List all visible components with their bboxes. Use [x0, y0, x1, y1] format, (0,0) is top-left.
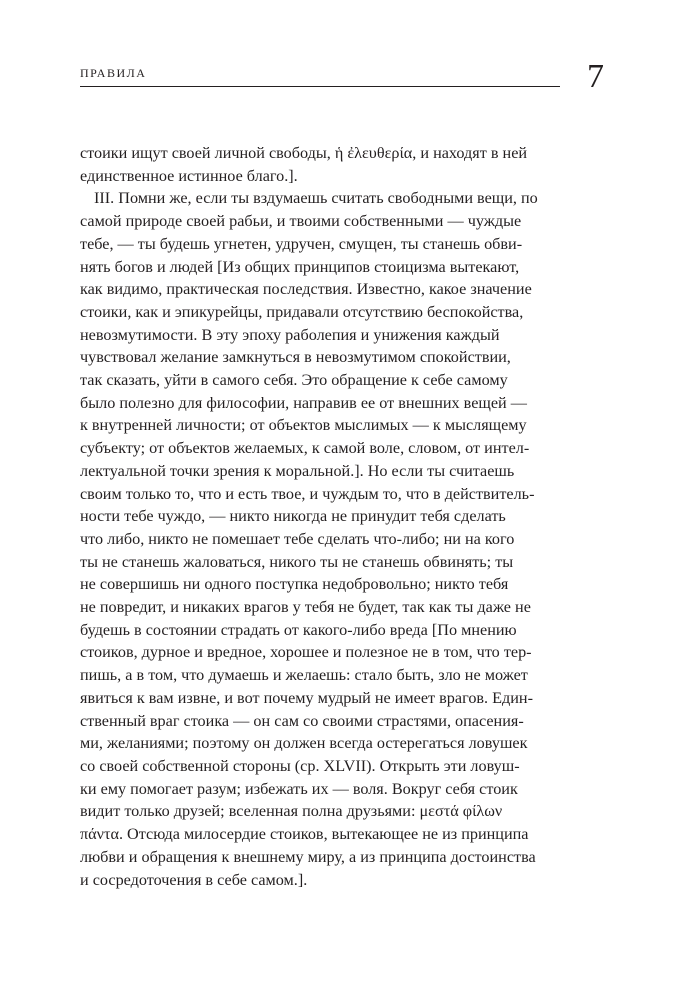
text-line: не повредит, и никаких врагов у тебя не будет, так как ты даже не [80, 598, 531, 617]
text-line: субъекту; от объектов желаемых, к самой воле, словом, от интел- [80, 439, 530, 458]
text-line: стоиков, дурное и вредное, хорошее и полезное не в том, что тер- [80, 643, 532, 662]
text-line: своим только то, что и есть твое, и чуждым то, что в действитель- [80, 484, 535, 503]
header-rule [80, 86, 560, 87]
page-number: 7 [587, 58, 604, 95]
text-line: видит только друзей; вселенная полна друзьями: μεστά φίλων [80, 802, 503, 821]
text-line: ности тебе чуждо, — никто никогда не принудит тебя сделать [80, 507, 506, 526]
running-header [80, 58, 604, 96]
text-line: что либо, никто не помешает тебе сделать что-либо; ни на кого [80, 529, 515, 548]
text-line: единственное истинное благо.]. [80, 166, 298, 185]
body-text [80, 142, 620, 891]
text-line: самой природе своей рабьи, и твоими собственными — чуждые [80, 212, 522, 231]
text-line: невозмутимости. В эту эпоху раболепия и унижения каждый [80, 325, 500, 344]
text-line: стоики ищут своей личной свободы, ἡ ἐλευθερία, и находят в ней [80, 144, 528, 162]
text-line: пишь, а в том, что думаешь и желаешь: стало быть, зло не может [80, 666, 528, 685]
text-line: чувствовал желание замкнуться в невозмутимом спокойствии, [80, 348, 511, 367]
text-line: ми, желаниями; поэтому он должен всегда остерегаться ловушек [80, 734, 528, 753]
text-line: будешь в состоянии страдать от какого-либо вреда [По мнению [80, 620, 517, 639]
text-line: ки ему помогает разум; избежать их — воля. Вокруг себя стоик [80, 779, 518, 798]
text-line: не совершишь ни одного поступка недобровольно; никто тебя [80, 575, 509, 594]
text-line: со своей собственной стороны (ср. XLVII). Открыть эти ловуш- [80, 756, 520, 775]
text-line: так сказать, уйти в самого себя. Это обращение к себе самому [80, 371, 508, 390]
text-line: было полезно для философии, направив ее от внешних вещей — [80, 393, 527, 412]
text-line: III. Помни же, если ты вздумаешь считать свободными вещи, по [94, 189, 538, 208]
text-line: стоики, как и эпикурейцы, придавали отсутствию беспокойства, [80, 302, 524, 321]
text-line: нять богов и людей [Из общих принципов стоицизма вытекают, [80, 257, 520, 276]
text-line: ты не станешь жаловаться, никого ты не станешь обвинять; ты [80, 552, 514, 571]
running-head-title: ПРАВИЛА [80, 66, 147, 80]
text-line: как видимо, практическая последствия. Известно, какое значение [80, 280, 532, 299]
text-line: тебе, — ты будешь угнетен, удручен, смущен, ты станешь обви- [80, 234, 523, 253]
text-line: явиться к вам извне, и вот почему мудрый не имеет врагов. Един- [80, 688, 533, 707]
text-line: πάντα. Отсюда милосердие стоиков, вытекающее не из принципа [80, 825, 529, 844]
text-line: к внутренней личности; от объектов мыслимых — к мыслящему [80, 416, 527, 435]
text-line: и сосредоточения в себе самом.]. [80, 870, 308, 889]
text-line: ственный враг стоика — он сам со своими страстями, опасения- [80, 711, 524, 730]
text-line: любви и обращения к внешнему миру, а из принципа достоинства [80, 847, 536, 866]
text-line: лектуальной точки зрения к моральной.]. Но если ты считаешь [80, 461, 515, 480]
